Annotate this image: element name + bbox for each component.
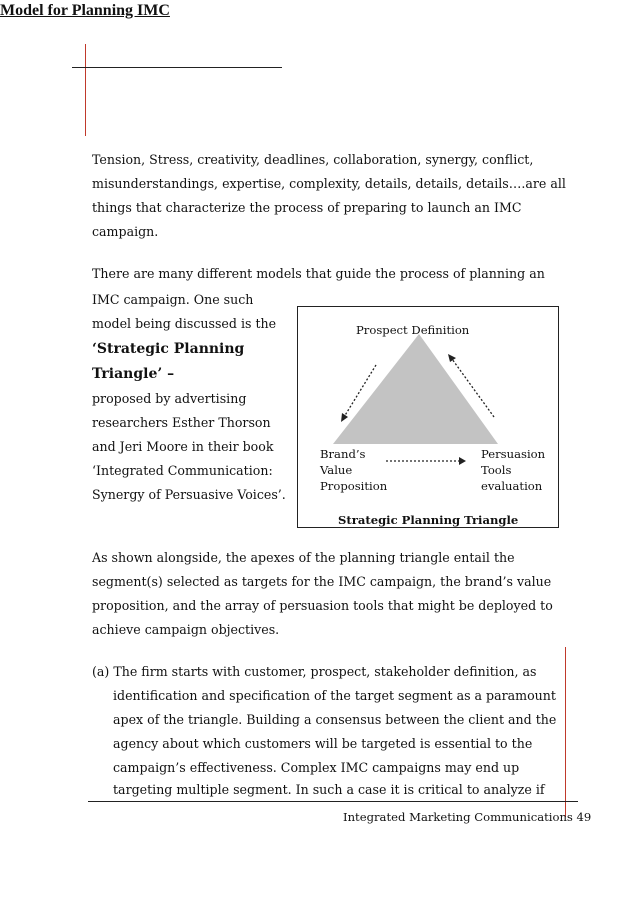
bottom-arrowhead <box>459 457 466 465</box>
left-column-after-5: Synergy of Persuasive Voices’. <box>92 487 286 502</box>
point-a-line-4: agency about which customers will be targeted is essential to the <box>113 736 533 751</box>
left-column-after-3: and Jeri Moore in their book <box>92 439 274 454</box>
diagram-caption: Strategic Planning Triangle <box>338 513 519 527</box>
point-a-line-3: apex of the triangle. Building a consensus between the client and the <box>113 712 557 727</box>
left-column-after-4: ‘Integrated Communication: <box>92 463 273 478</box>
left-arrowhead <box>341 413 348 422</box>
apex-line-2: segment(s) selected as targets for the IMC campaign, the brand’s value <box>92 574 552 589</box>
bottom-right-vertical-rule <box>565 647 566 817</box>
intro-line-4: campaign. <box>92 224 159 239</box>
left-column-line-2: model being discussed is the <box>92 316 277 331</box>
prospect-definition-label: Prospect Definition <box>356 323 470 337</box>
apex-line-1: As shown alongside, the apexes of the planning triangle entail the <box>92 550 515 565</box>
apex-line-4: achieve campaign objectives. <box>92 622 280 637</box>
planning-triangle <box>333 334 498 444</box>
right-arrowhead <box>448 354 456 362</box>
left-column-after-1: proposed by advertising <box>92 391 247 406</box>
left-column-after-2: researchers Esther Thorson <box>92 415 271 430</box>
intro-line-2: misunderstandings, expertise, complexity, details, details, details….are all <box>92 176 566 191</box>
page-footer: Integrated Marketing Communications 49 <box>343 810 592 824</box>
strategic-title-line-2: Triangle’ – <box>92 366 175 382</box>
apex-line-3: proposition, and the array of persuasion tools that might be deployed to <box>92 598 553 613</box>
intro-line-1: Tension, Stress, creativity, deadlines, collaboration, synergy, conflict, <box>92 152 534 167</box>
persuasion-tools-label-3: evaluation <box>481 479 543 493</box>
left-column-line-1: IMC campaign. One such <box>92 292 254 307</box>
persuasion-tools-label-1: Persuasion <box>481 447 546 461</box>
top-left-vertical-rule <box>85 44 86 136</box>
point-a-line-1: (a) The firm starts with customer, prospect, stakeholder definition, as <box>92 664 537 679</box>
strategic-planning-diagram <box>297 306 559 528</box>
page-title: Model for Planning IMC <box>0 2 170 19</box>
point-a-line-5: campaign’s effectiveness. Complex IMC campaigns may end up <box>113 760 520 775</box>
models-line: There are many different models that guide the process of planning an <box>92 266 545 281</box>
intro-line-3: things that characterize the process of preparing to launch an IMC <box>92 200 522 215</box>
point-a-line-2: identification and specification of the target segment as a paramount <box>113 688 556 703</box>
brand-value-label-3: Proposition <box>320 479 388 493</box>
triangle-diagram-svg <box>298 307 560 529</box>
strategic-title-line-1: ‘Strategic Planning <box>92 341 245 357</box>
top-horizontal-rule <box>72 67 282 68</box>
persuasion-tools-label-2: Tools <box>481 463 512 477</box>
point-a-line-6: targeting multiple segment. In such a case it is critical to analyze if <box>113 782 545 797</box>
brand-value-label-2: Value <box>320 463 353 477</box>
brand-value-label-1: Brand’s <box>320 447 366 461</box>
